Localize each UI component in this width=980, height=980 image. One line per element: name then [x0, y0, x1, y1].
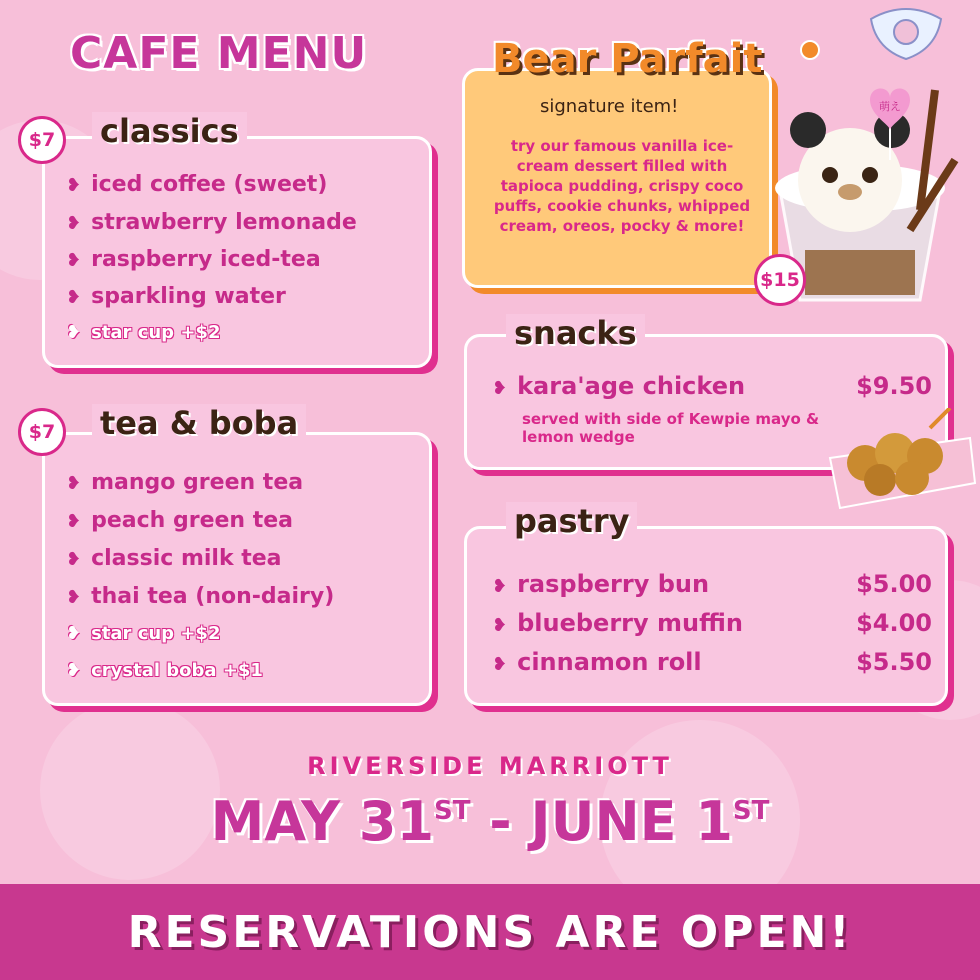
dreamland-badge-icon: [866, 4, 946, 64]
menu-addon: ❥ star cup +$2: [66, 322, 221, 343]
heart-arrow-icon: ❥: [66, 213, 82, 234]
heart-arrow-icon: ❥: [492, 378, 508, 399]
heart-arrow-icon: ❥: [66, 250, 82, 271]
menu-item: ❥ raspberry bun $5.00: [492, 570, 932, 598]
snacks-heading: snacks: [506, 314, 645, 352]
heart-arrow-icon: ❥: [66, 175, 82, 196]
parfait-subtitle: signature item!: [540, 96, 679, 117]
menu-addon: ❥ star cup +$2: [66, 623, 221, 644]
pastry-heading: pastry: [506, 502, 637, 540]
menu-item: ❥ thai tea (non-dairy): [66, 584, 335, 609]
classics-heading: classics: [92, 112, 247, 150]
classics-price-badge: $7: [18, 116, 66, 164]
heart-arrow-icon: ❥: [66, 511, 82, 532]
menu-item: ❥ mango green tea: [66, 470, 304, 495]
parfait-price-badge: $15: [754, 254, 806, 306]
menu-item: ❥ peach green tea: [66, 508, 294, 533]
reservations-text: RESERVATIONS ARE OPEN!: [127, 906, 853, 958]
menu-item: ❥ cinnamon roll $5.50: [492, 648, 932, 676]
reservations-banner: [0, 884, 980, 980]
heart-arrow-icon: ❥: [492, 615, 508, 636]
menu-item: ❥ kara'age chicken $9.50: [492, 372, 932, 400]
event-dates: MAY 31ST - JUNE 1ST: [210, 790, 770, 853]
menu-addon: ❥ crystal boba +$1: [66, 660, 263, 681]
heart-arrow-icon: ❥: [492, 576, 508, 597]
event-venue: RIVERSIDE MARRIOTT: [307, 752, 673, 780]
paw-icon: [800, 40, 820, 60]
karaage-chicken-image: [820, 408, 980, 528]
page-title: CAFE MENU: [70, 28, 368, 79]
menu-item: ❥ classic milk tea: [66, 546, 282, 571]
heart-arrow-icon: ❥: [66, 549, 82, 570]
heart-arrow-icon: ❥: [66, 660, 82, 681]
parfait-pick-label: 萌え: [879, 100, 901, 113]
parfait-title: Bear Parfait: [492, 36, 763, 82]
menu-item: ❥ strawberry lemonade: [66, 210, 357, 235]
tea-boba-heading: tea & boba: [92, 404, 306, 442]
heart-arrow-icon: ❥: [66, 473, 82, 494]
heart-arrow-icon: ❥: [66, 287, 82, 308]
heart-arrow-icon: ❥: [66, 623, 82, 644]
menu-item: ❥ iced coffee (sweet): [66, 172, 328, 197]
heart-arrow-icon: ❥: [66, 587, 82, 608]
menu-item: ❥ raspberry iced-tea: [66, 247, 321, 272]
menu-item: ❥ blueberry muffin $4.00: [492, 609, 932, 637]
tea-boba-price-badge: $7: [18, 408, 66, 456]
parfait-description: try our famous vanilla ice-cream dessert filled with tapioca pudding, crispy coco puffs, cookie chunks, whipped cream, oreos, pocky & more!: [493, 137, 751, 235]
snack-note: served with side of Kewpie mayo & lemon wedge: [522, 410, 820, 446]
menu-item: ❥ sparkling water: [66, 284, 286, 309]
heart-arrow-icon: ❥: [492, 654, 508, 675]
heart-arrow-icon: ❥: [66, 322, 82, 343]
